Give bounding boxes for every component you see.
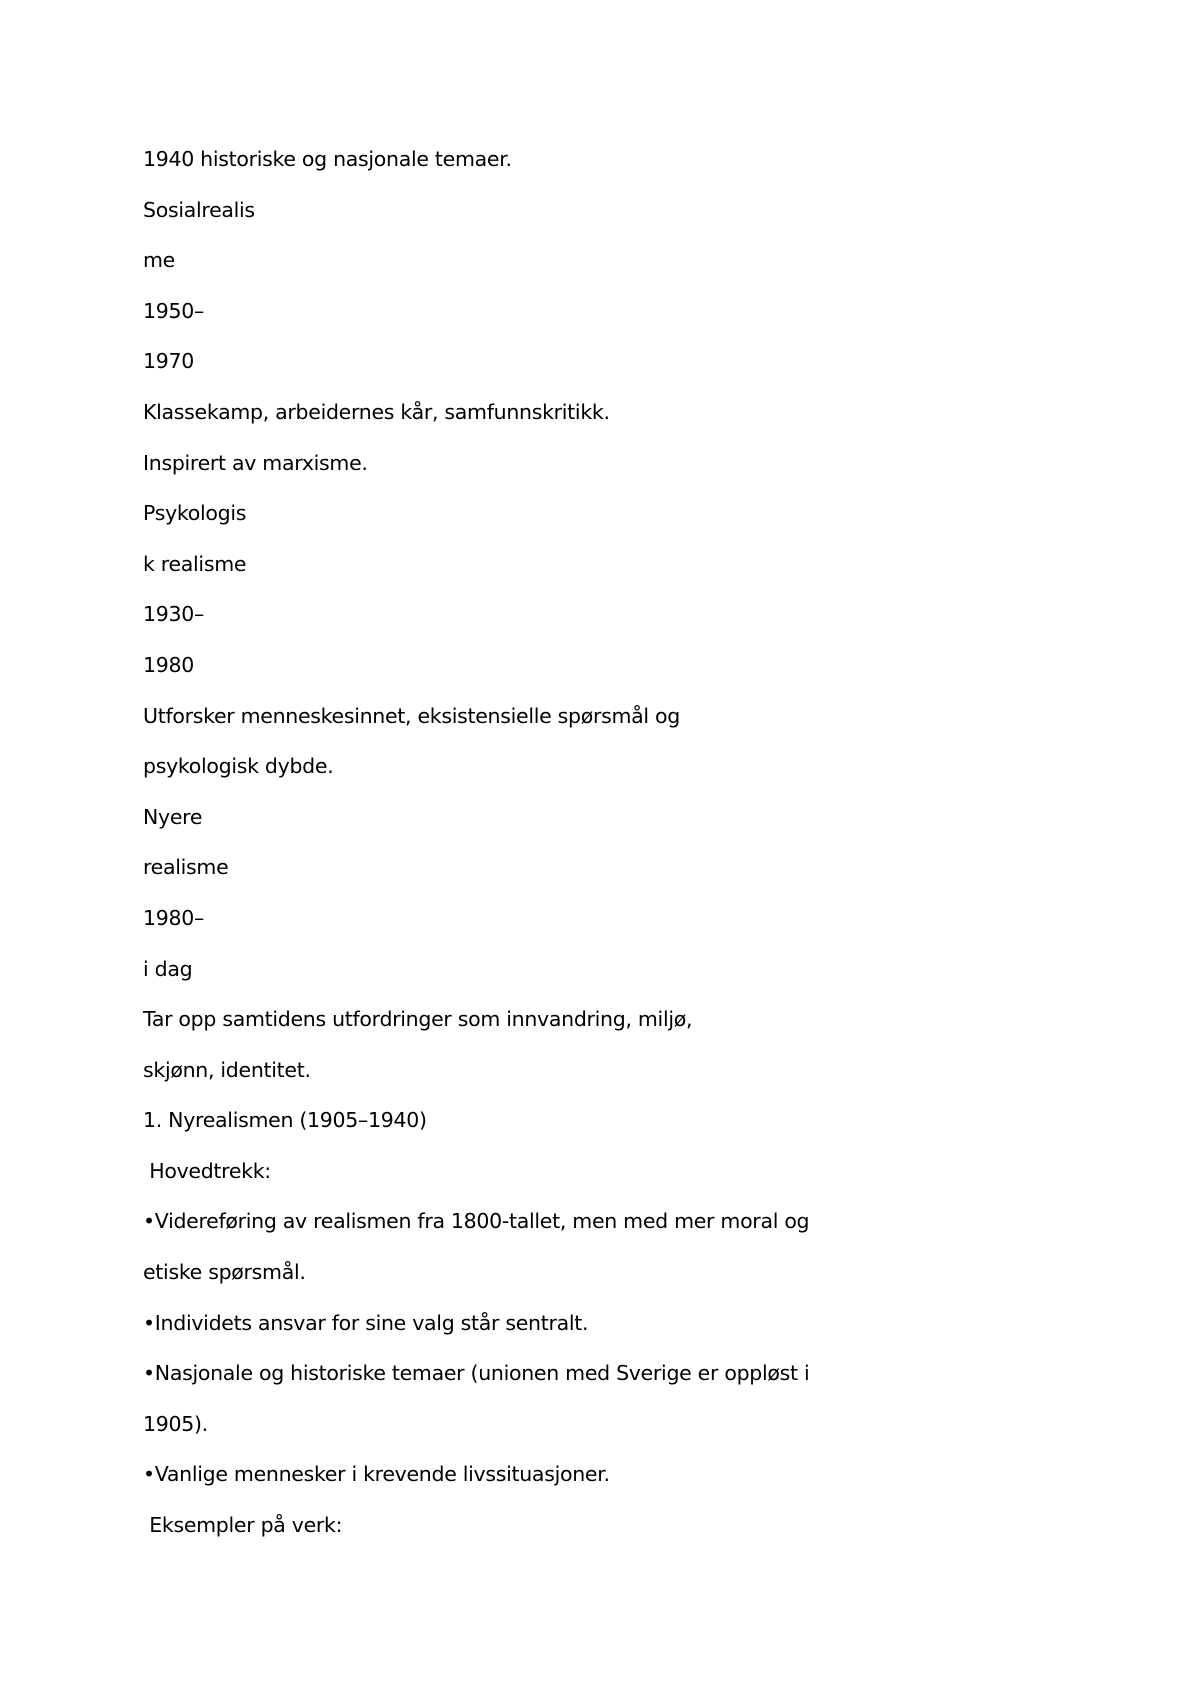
- bullet-item: •Vanlige mennesker i krevende livssituasjoner.: [143, 1462, 610, 1487]
- text-line: Psykologis: [143, 501, 247, 526]
- bullet-item: •Nasjonale og historiske temaer (unionen med Sverige er oppløst i: [143, 1361, 810, 1386]
- text-line: realisme: [143, 855, 229, 880]
- document-text-body: [143, 142, 1103, 1559]
- text-line: 1905).: [143, 1411, 208, 1436]
- text-line: 1980: [143, 652, 194, 677]
- text-line: Sosialrealis: [143, 197, 255, 222]
- text-line: Tar opp samtidens utfordringer som innvandring, miljø,: [143, 1007, 693, 1032]
- subheading: Hovedtrekk:: [143, 1158, 271, 1183]
- text-line: me: [143, 248, 175, 273]
- text-line: Nyere: [143, 804, 203, 829]
- bullet-item: •Individets ansvar for sine valg står sentralt.: [143, 1310, 589, 1335]
- text-line: 1970: [143, 349, 194, 374]
- text-line: k realisme: [143, 551, 247, 576]
- text-line: Klassekamp, arbeidernes kår, samfunnskritikk.: [143, 399, 610, 424]
- text-line: Utforsker menneskesinnet, eksistensielle spørsmål og: [143, 703, 680, 728]
- text-line: psykologisk dybde.: [143, 754, 334, 779]
- text-line: i dag: [143, 956, 193, 981]
- section-heading: 1. Nyrealismen (1905–1940): [143, 1108, 427, 1133]
- text-line: 1940 historiske og nasjonale temaer.: [143, 147, 512, 171]
- text-line: 1950–: [143, 298, 204, 323]
- subheading: Eksempler på verk:: [143, 1513, 343, 1538]
- bullet-item: •Videreføring av realismen fra 1800-tallet, men med mer moral og: [143, 1209, 810, 1234]
- text-line: skjønn, identitet.: [143, 1057, 311, 1082]
- text-line: etiske spørsmål.: [143, 1260, 306, 1285]
- text-line: Inspirert av marxisme.: [143, 450, 368, 475]
- text-line: 1980–: [143, 905, 204, 930]
- text-line: 1930–: [143, 602, 204, 627]
